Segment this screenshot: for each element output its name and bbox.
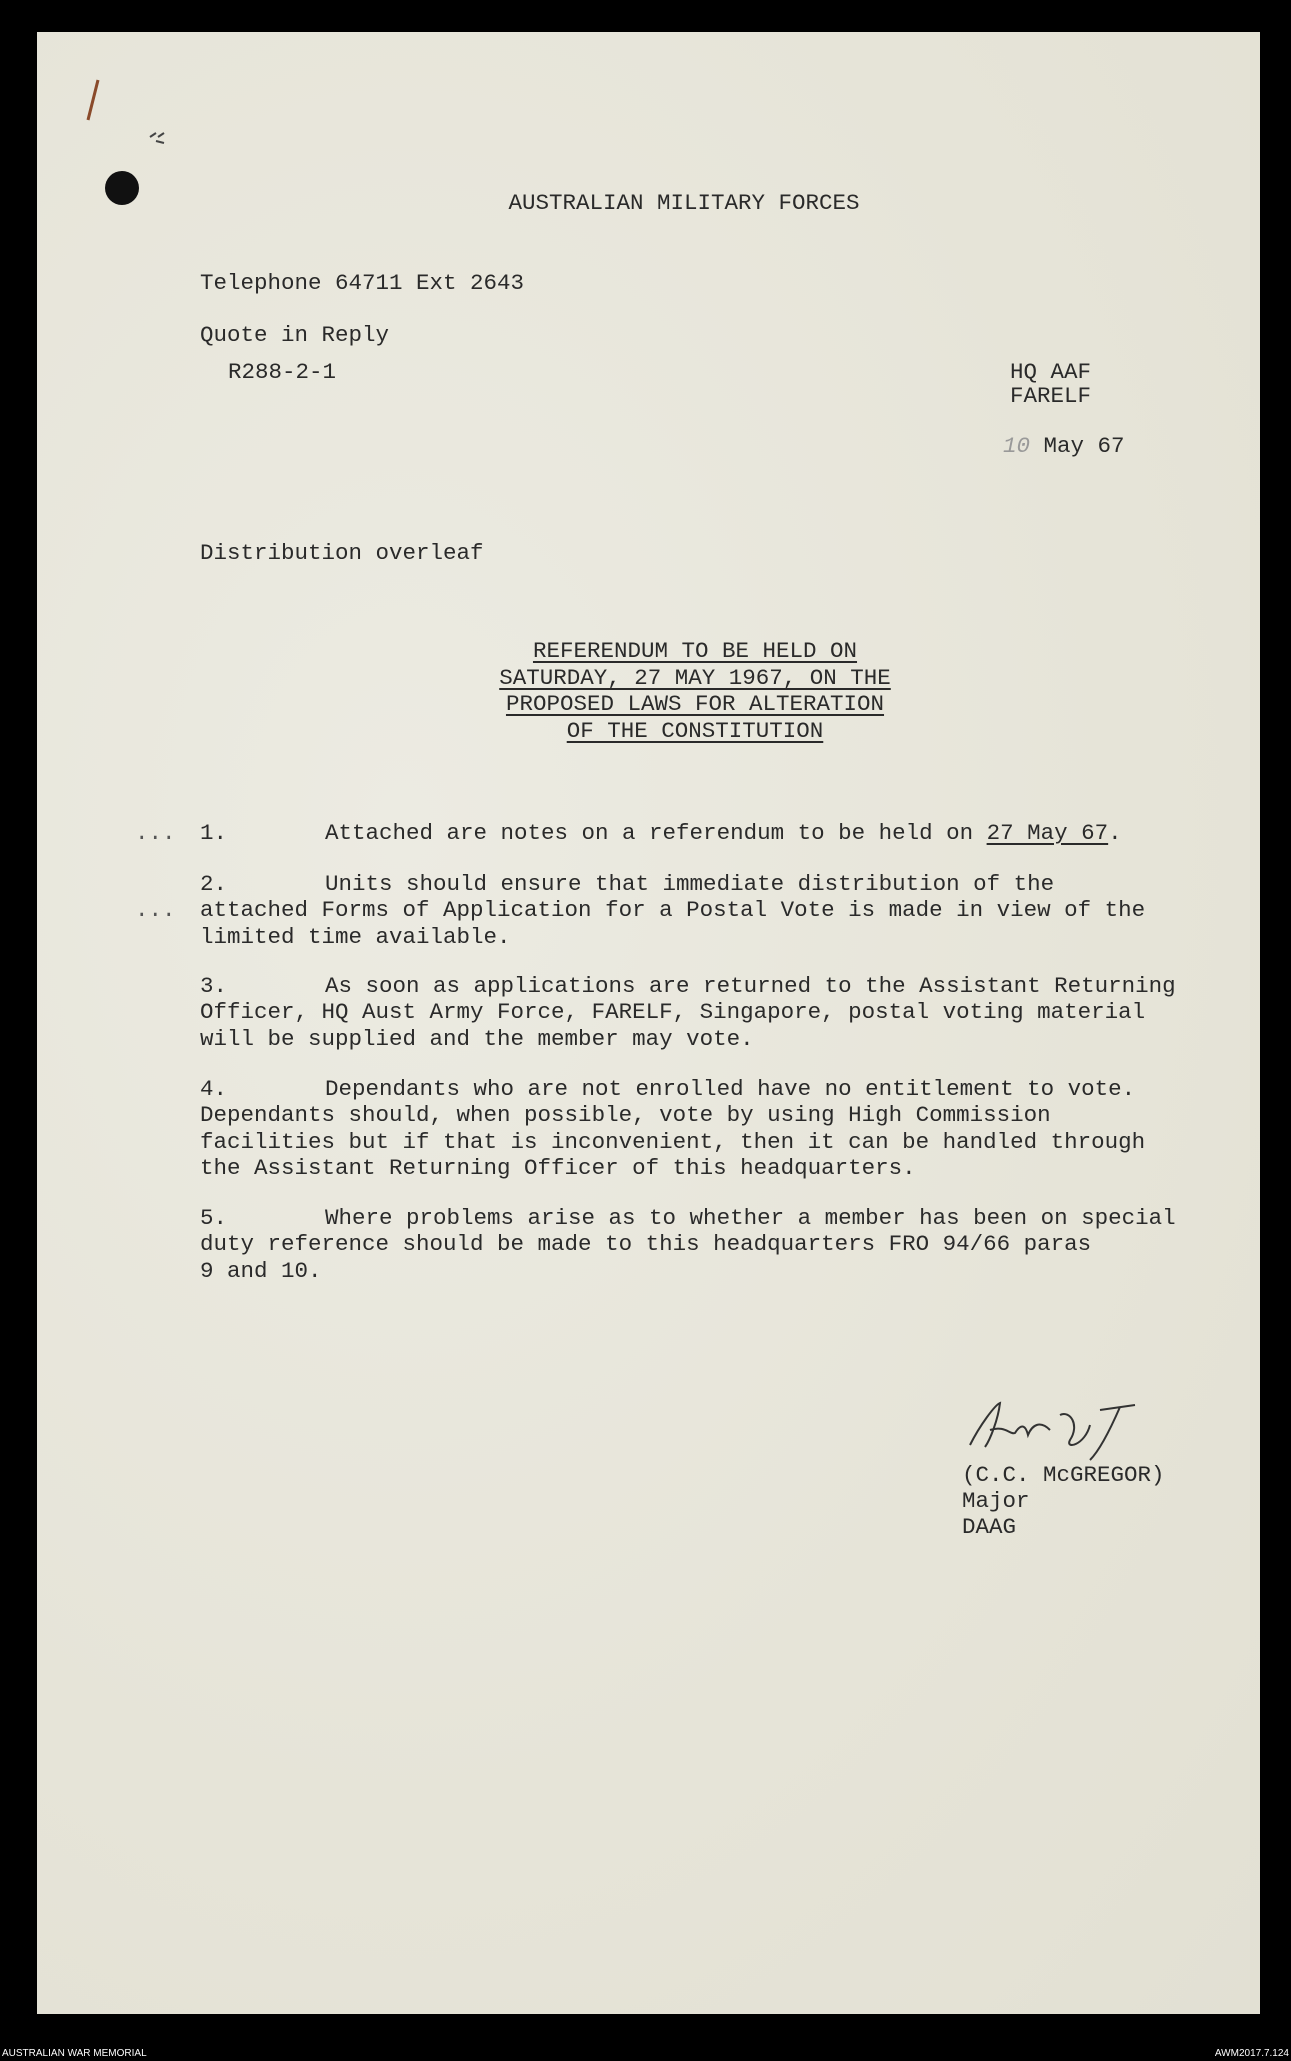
date-month-year: May 67: [1043, 433, 1125, 459]
paragraph-line: limited time available.: [200, 924, 511, 950]
paragraph-line: Units should ensure that immediate distribution of the: [325, 871, 1055, 897]
paragraph-line: the Assistant Returning Officer of this headquarters.: [200, 1155, 916, 1181]
paragraph-number: 5.: [200, 1205, 228, 1231]
paragraph-number: 2.: [200, 871, 228, 897]
paragraph-line: Dependants should, when possible, vote by using High Commission: [200, 1102, 1051, 1128]
paragraph-line: Dependants who are not enrolled have no entitlement to vote.: [325, 1076, 1136, 1102]
date-day: 10: [1003, 433, 1031, 459]
address-line: HQ AAF: [1010, 359, 1092, 385]
distribution-note: Distribution overleaf: [200, 540, 484, 566]
footer-accession-number: AWM2017.7.124: [1214, 2048, 1289, 2059]
title-line: OF THE CONSTITUTION: [566, 718, 824, 744]
paragraph-line: Where problems arise as to whether a member has been on special: [325, 1205, 1176, 1231]
signatory-name: (C.C. McGREGOR): [962, 1462, 1165, 1488]
footer-archive-name: AUSTRALIAN WAR MEMORIAL: [2, 2048, 147, 2059]
underlined-date: 27 May 67: [986, 820, 1109, 846]
paragraph-line: Officer, HQ Aust Army Force, FARELF, Singapore, postal voting material: [200, 999, 1146, 1025]
letterhead: AUSTRALIAN MILITARY FORCES: [508, 190, 860, 216]
pencil-mark-icon: [70, 75, 190, 155]
paragraph-line: [325, 820, 1122, 847]
paragraph-line: duty reference should be made to this headquarters FRO 94/66 paras: [200, 1231, 1092, 1257]
address-line: FARELF: [1010, 383, 1092, 409]
title-line: PROPOSED LAWS FOR ALTERATION: [505, 691, 885, 717]
margin-mark: ...: [135, 820, 176, 846]
paragraph-end: .: [1108, 820, 1122, 846]
title-line: SATURDAY, 27 MAY 1967, ON THE: [499, 665, 891, 691]
paragraph-text: Attached are notes on a referendum to be held on: [325, 820, 987, 846]
paragraph-number: 4.: [200, 1076, 228, 1102]
paragraph-line: As soon as applications are returned to the Assistant Returning: [325, 973, 1176, 999]
signatory-rank: Major: [962, 1488, 1030, 1514]
date: [1003, 433, 1125, 460]
margin-mark: ...: [135, 897, 176, 923]
quote-label: Quote in Reply: [200, 322, 390, 348]
paragraph-number: 3.: [200, 973, 228, 999]
paragraph-line: facilities but if that is inconvenient, then it can be handled through: [200, 1129, 1146, 1155]
paragraph-line: attached Forms of Application for a Postal Vote is made in view of the: [200, 897, 1146, 923]
title-line: REFERENDUM TO BE HELD ON: [532, 638, 858, 664]
handwritten-signature: [960, 1395, 1170, 1465]
telephone: Telephone 64711 Ext 2643: [200, 270, 525, 296]
paragraph-line: 9 and 10.: [200, 1258, 322, 1284]
punch-hole: [105, 171, 139, 205]
paragraph-line: will be supplied and the member may vote.: [200, 1026, 754, 1052]
reference: R288-2-1: [228, 359, 337, 385]
signatory-appointment: DAAG: [962, 1514, 1017, 1540]
paragraph-number: 1.: [200, 820, 228, 846]
